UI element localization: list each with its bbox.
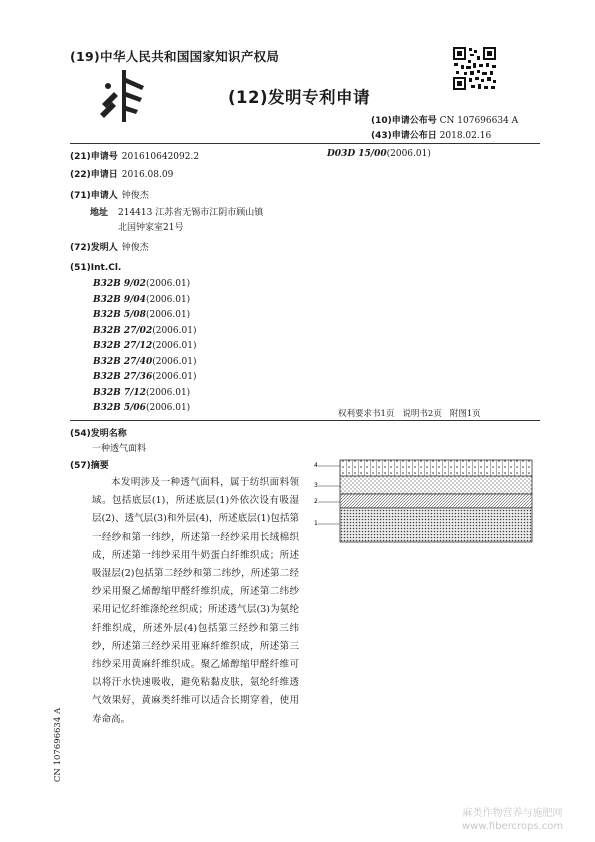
filing-date: (22)申请日 2016.08.09 bbox=[70, 170, 174, 180]
layer-label: 3 bbox=[314, 482, 318, 489]
ipc-item: B32B 7/12(2006.01) bbox=[93, 387, 191, 398]
ipc-item: B32B 5/08(2006.01) bbox=[93, 310, 191, 320]
title-label: (54)发明名称 bbox=[70, 429, 127, 439]
application-number: (21)申请号 201610642092.2 bbox=[70, 152, 200, 162]
abstract-label: (57)摘要 bbox=[70, 461, 109, 471]
abstract-text: 本发明涉及一种透气面料，属于纺织面料领域。包括底层(1)，所述底层(1)外依次设有吸湿层(2)、透气层(3)和外层(4)，所述底层(1)包括第一经纱和第一纬纱，所述第一经纱采用长绒棉织成，所述第一纬纱采用牛奶蛋白纤维织成；所述吸湿层(2)包括第二经纱和第二纬纱，所述第二经纱采用聚乙烯醇缩甲醛纤维织成，所述第二纬纱采用记忆纤维涤纶丝织成；所述透气层(3)为氨纶纤维织成，所述外层(4)包括第三经纱和第三纬纱，所述第三经纱采用亚麻纤维织成，所述第三纬纱采用黄麻纤维织成。聚乙烯醇缩甲醛纤维可以将汗水快速吸收，避免粘黏皮肤，氨纶纤维透气效果好，黄麻类纤维可以适合长期穿着，使用寿命高。 bbox=[92, 477, 299, 725]
intcl-label: (51)Int.Cl. bbox=[70, 263, 122, 273]
ipc-item: B32B 9/02(2006.01) bbox=[93, 279, 191, 289]
ipc-item: B32B 27/02(2006.01) bbox=[93, 325, 197, 336]
office-name: (19)中华人民共和国国家知识产权局 bbox=[70, 49, 280, 64]
cnipa-emblem-icon bbox=[92, 64, 154, 124]
qr-code-icon bbox=[452, 46, 497, 91]
invention-title: 一种透气面料 bbox=[92, 444, 147, 454]
side-publication-number: CN 107696634 A bbox=[53, 707, 63, 783]
document-type: (12)发明专利申请 bbox=[228, 88, 371, 107]
section-divider bbox=[70, 420, 540, 421]
address-line-1: 214413 江苏省无锡市江阴市顾山镇 bbox=[118, 208, 264, 218]
ipc-item: B32B 27/36(2006.01) bbox=[93, 372, 197, 382]
address-line-2: 北国钟家室21号 bbox=[118, 223, 184, 233]
header-divider bbox=[70, 143, 540, 144]
publication-number: (10)申请公布号 CN 107696634 A bbox=[371, 116, 519, 126]
page-counts: 权利要求书1页 说明书2页 附图1页 bbox=[338, 409, 481, 419]
inventor: (72)发明人 钟俊杰 bbox=[70, 243, 149, 253]
address-label: 地址 bbox=[90, 208, 109, 218]
layer-label: 1 bbox=[314, 520, 318, 527]
layer-label: 2 bbox=[314, 498, 318, 505]
watermark: 麻类作物营养与施肥网 www.fibercrops.com bbox=[462, 808, 564, 832]
layer-label: 4 bbox=[314, 462, 318, 469]
applicant: (71)申请人 钟俊杰 bbox=[70, 191, 149, 201]
ipc-main: D03D 15/00(2006.01) bbox=[327, 149, 431, 159]
ipc-item: B32B 27/12(2006.01) bbox=[93, 341, 197, 351]
ipc-list bbox=[93, 279, 196, 419]
fabric-layer-figure bbox=[310, 452, 540, 548]
publication-date: (43)申请公布日 2018.02.16 bbox=[371, 131, 492, 141]
ipc-item: B32B 5/06(2006.01) bbox=[93, 403, 191, 413]
ipc-item: B32B 27/40(2006.01) bbox=[93, 356, 197, 367]
ipc-item: B32B 9/04(2006.01) bbox=[93, 294, 191, 305]
